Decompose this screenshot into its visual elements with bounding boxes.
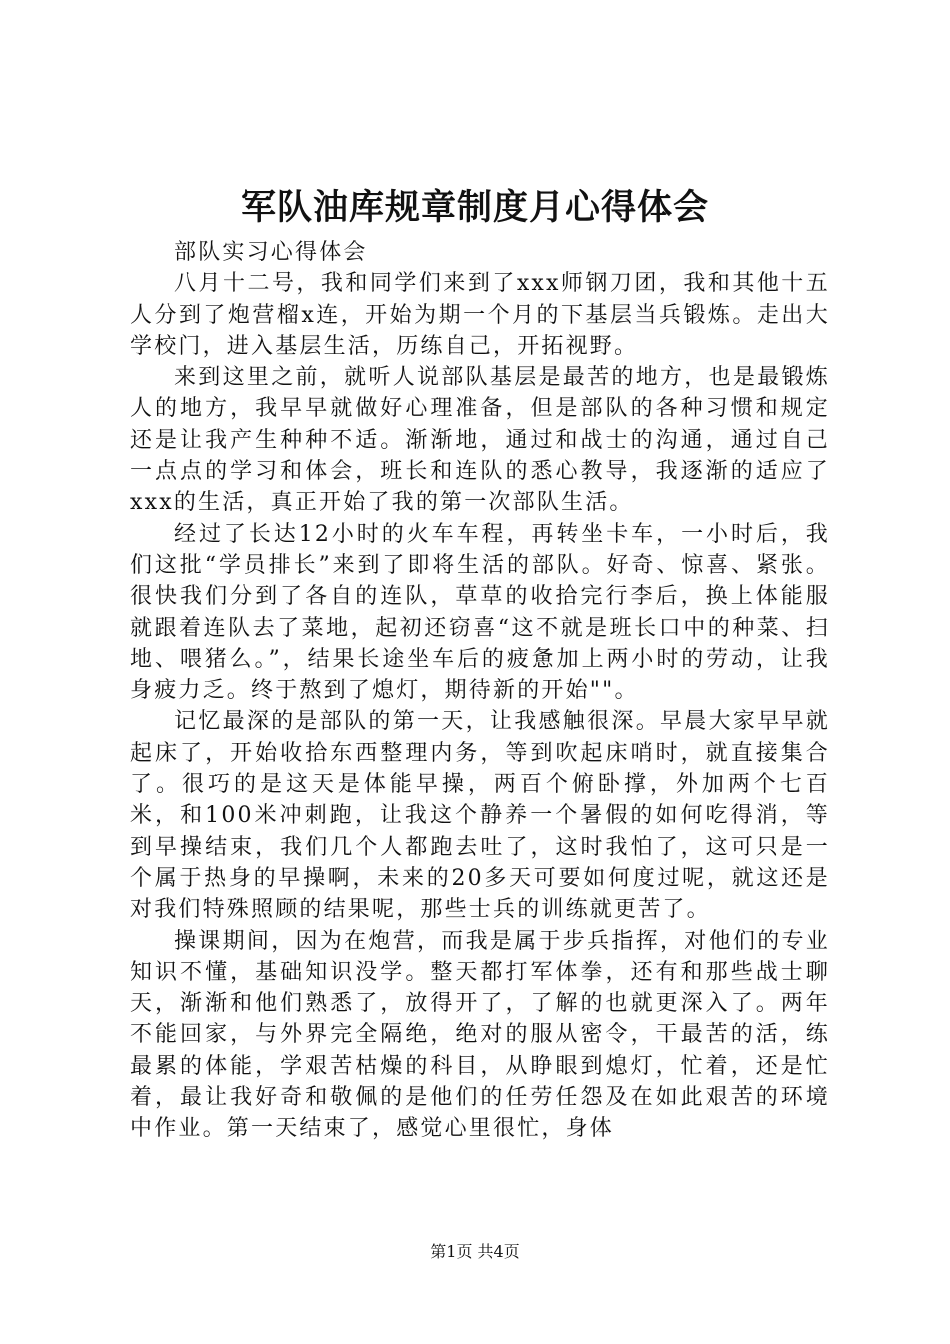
paragraph: 操课期间，因为在炮营，而我是属于步兵指挥，对他们的专业知识不懂，基础知识没学。整天都打军体拳，还有和那些战士聊天，渐渐和他们熟悉了，放得开了，了解的也就更深入了。两年不能回家，与外界完全隔绝，绝对的服从密令，干最苦的活，练最累的体能，学艰苦枯燥的科目，从睁眼到熄灯，忙着，还是忙着，最让我好奇和敬佩的是他们的任劳任怨及在如此艰苦的环境中作业。第一天结束了，感觉心里很忙，身体 xyxy=(130,928,830,1142)
paragraph: 经过了长达12小时的火车车程，再转坐卡车，一小时后，我们这批“学员排长”来到了即将生活的部队。好奇、惊喜、紧张。很快我们分到了各自的连队，草草的收拾完行李后，换上体能服就跟着连队去了菜地，起初还窃喜“这不就是班长口中的种菜、扫地、喂猪么。”，结果长途坐车后的疲惫加上两小时的劳动，让我身疲力乏。终于熬到了熄灯，期待新的开始""。 xyxy=(130,521,830,704)
document-body xyxy=(130,237,830,1145)
page-footer: 第1页 共4页 xyxy=(430,1242,520,1261)
paragraph: 八月十二号，我和同学们来到了xxx师钢刀团，我和其他十五人分到了炮营榴x连，开始为期一个月的下基层当兵锻炼。走出大学校门，进入基层生活，历练自己，开拓视野。 xyxy=(130,271,830,359)
paragraph: 记忆最深的是部队的第一天，让我感触很深。早晨大家早早就起床了，开始收拾东西整理内务，等到吹起床哨时，就直接集合了。很巧的是这天是体能早操，两百个俯卧撑，外加两个七百米，和100米冲刺跑，让我这个静养一个暑假的如何吃得消，等到早操结束，我们几个人都跑去吐了，这时我怕了，这可只是一个属于热身的早操啊，未来的20多天可要如何度过呢，就这还是对我们特殊照顾的结果呢，那些士兵的训练就更苦了。 xyxy=(130,709,830,923)
page-title: 军队油库规章制度月心得体会 xyxy=(240,187,709,228)
paragraph: 部队实习心得体会 xyxy=(174,240,368,265)
paragraph: 来到这里之前，就听人说部队基层是最苦的地方，也是最锻炼人的地方，我早早就做好心理准备，但是部队的各种习惯和规定还是让我产生种种不适。渐渐地，通过和战士的沟通，通过自己一点点的学习和体会，班长和连队的悉心教导，我逐渐的适应了xxx的生活，真正开始了我的第一次部队生活。 xyxy=(130,365,830,516)
